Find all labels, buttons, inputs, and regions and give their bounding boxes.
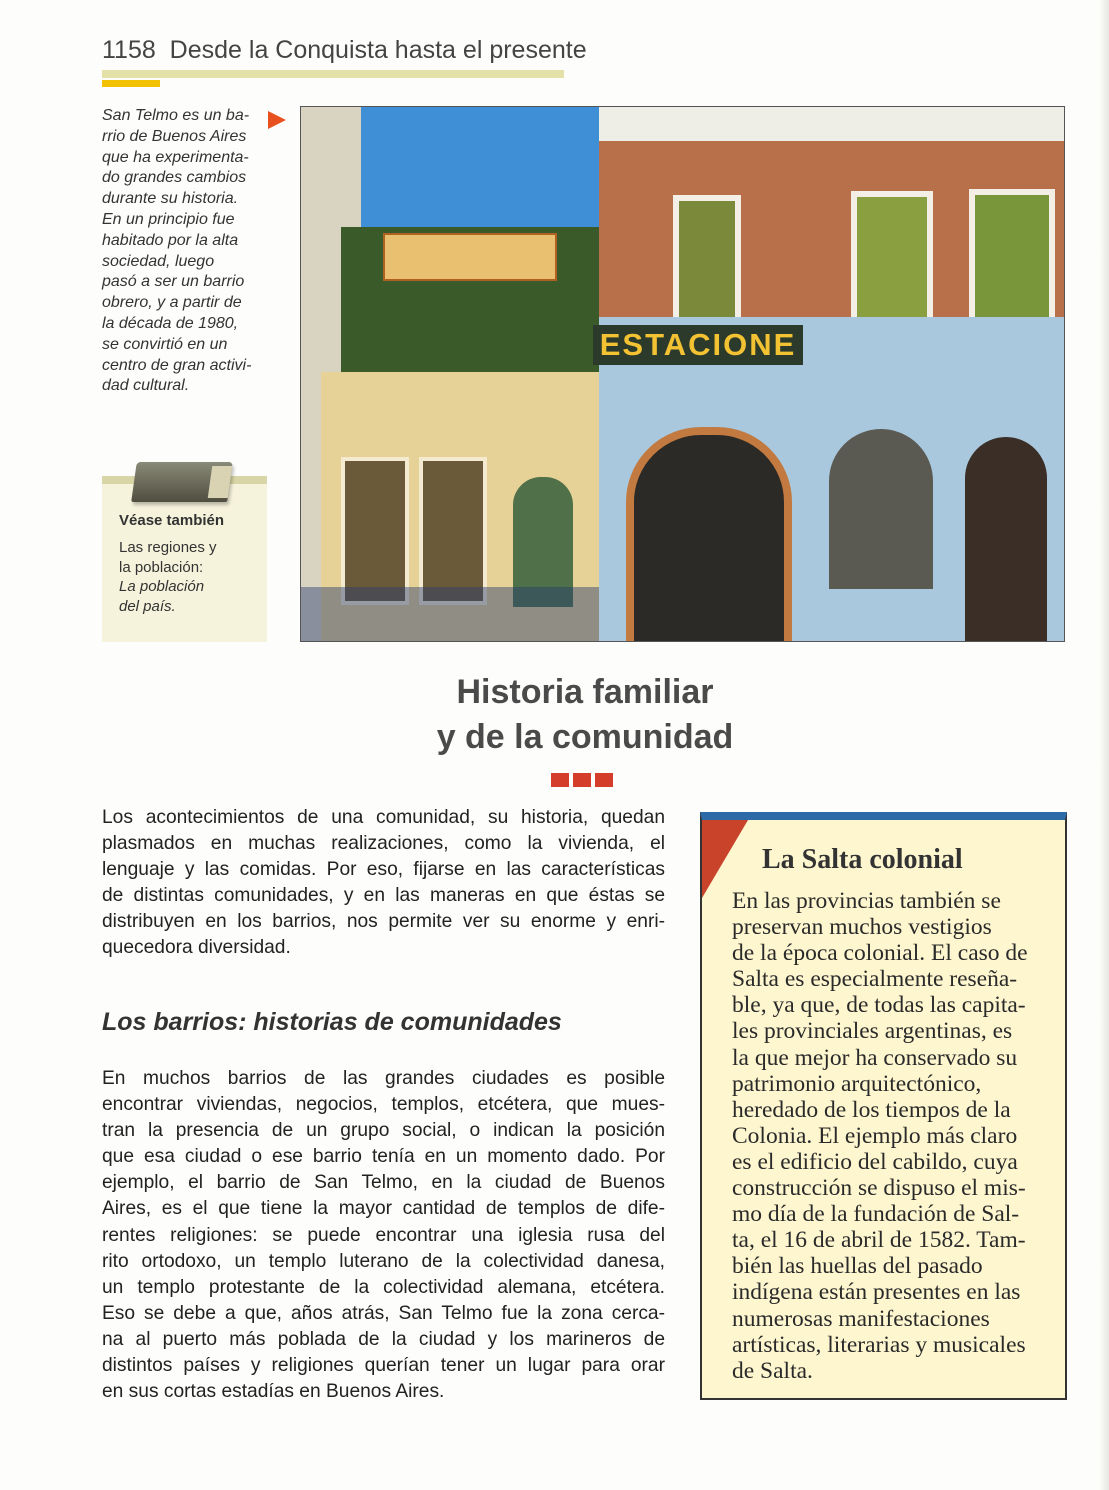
text-line: indígena están presentes en las: [732, 1279, 1021, 1306]
see-also-reference: [119, 538, 217, 616]
text-line: pasó a ser un barrio: [102, 273, 245, 291]
text-line: les provinciales argentinas, es: [732, 1018, 1013, 1045]
sidebar-text: [732, 888, 1045, 1384]
see-also-heading: Véase también: [119, 512, 225, 529]
text-line: obrero, y a partir de: [102, 294, 242, 312]
sidebar-title: La Salta colonial: [762, 844, 963, 875]
text-line: patrimonio arquitectónico,: [732, 1070, 982, 1097]
shadow: [301, 587, 601, 642]
text-line: Los acontecimientos de una comunidad, su historia, quedan: [102, 807, 665, 828]
text-line: se convirtió en un: [102, 335, 228, 353]
text-line: En muchos barrios de las grandes ciudades es posible: [102, 1068, 665, 1089]
see-also-link[interactable]: La población: [119, 578, 205, 595]
see-also-link[interactable]: del país.: [119, 597, 176, 615]
text-line: rito ortodoxo, un templo luterano de la colectividad danesa,: [102, 1250, 665, 1272]
text-line: Eso se debe a que, años atrás, San Telmo fue la zona cerca-: [102, 1302, 665, 1324]
text-line: dad cultural.: [102, 377, 190, 395]
text-line: ble, ya que, de todas las capita-: [732, 992, 1026, 1019]
text-line: Colonia. El ejemplo más claro: [732, 1122, 1018, 1149]
text-line: San Telmo es un ba-: [102, 107, 250, 124]
section-title: Desde la Conquista hasta el presente: [169, 36, 587, 64]
header-rule: [102, 70, 564, 78]
title-line: Historia familiar: [456, 673, 714, 711]
text-line: rentes religiones: se puede encontrar una iglesia rusa del: [102, 1224, 665, 1246]
green-shutter: [969, 189, 1055, 331]
text-line: durante su historia.: [102, 190, 239, 208]
text-line: numerosas manifestaciones: [732, 1305, 990, 1332]
text-line: artísticas, literarias y musicales: [732, 1331, 1026, 1358]
green-shutter: [673, 195, 741, 327]
sidebar-box: [700, 812, 1067, 1400]
arrow-right-icon: [268, 111, 286, 129]
text-line: un templo protestante de la colectividad alemana, etcétera.: [102, 1276, 665, 1298]
running-header: [102, 36, 587, 65]
text-line: en sus cortas estadías en Buenos Aires.: [102, 1381, 445, 1403]
text-line: heredado de los tiempos de la: [732, 1096, 1011, 1123]
intro-paragraph: [102, 805, 665, 962]
text-line: En las provincias también se: [732, 888, 1001, 914]
text-line: En un principio fue: [102, 210, 235, 228]
arched-door: [965, 437, 1047, 642]
section-heading: Los barrios: historias de comunidades: [102, 1008, 562, 1036]
text-line: do grandes cambios: [102, 169, 247, 187]
ornament-square: [595, 773, 613, 787]
text-line: distintos países y religiones querían tener un lugar para orar: [102, 1355, 665, 1377]
text-line: sociedad, luego: [102, 252, 215, 270]
text-line: de distintas comunidades, y en las maneras en que éstas se: [102, 885, 665, 907]
text-line: habitado por la alta: [102, 231, 239, 249]
text-line: que esa ciudad o ese barrio tenía en un momento dado. Por: [102, 1146, 665, 1168]
text-line: distribuyen en los barrios, nos permite ver su enorme y enri-: [102, 911, 665, 933]
arched-door: [829, 429, 933, 589]
ornament-square: [551, 773, 569, 787]
page-edge-shadow: [1099, 0, 1109, 1490]
text-line: construcción se dispuso el mis-: [732, 1175, 1026, 1202]
text-line: centro de gran activi-: [102, 356, 252, 374]
text-line: bién las huellas del pasado: [732, 1253, 983, 1280]
text-line: plasmados en muchas realizaciones, como la vivienda, el: [102, 833, 665, 855]
ornament-square: [573, 773, 591, 787]
shop-sign: [383, 233, 557, 281]
title-ornament: [551, 773, 613, 787]
title-line: y de la comunidad: [436, 718, 734, 756]
text-line: la década de 1980,: [102, 314, 239, 332]
garage-arch: [626, 427, 792, 642]
text-line: lenguaje y las comidas. Por eso, fijarse en las características: [102, 859, 665, 881]
window: [419, 457, 487, 605]
photo-caption: [102, 106, 277, 397]
body-paragraph: [102, 1066, 665, 1405]
text-line: Salta es especialmente reseña-: [732, 966, 1018, 993]
see-also-line: Las regiones y: [119, 539, 217, 556]
san-telmo-photo: [300, 106, 1065, 642]
header-rule-accent: [102, 80, 160, 87]
text-line: encontrar viviendas, negocios, templos, etcétera, que mues-: [102, 1094, 665, 1116]
see-also-line: la población:: [119, 558, 204, 576]
text-line: preservan muchos vestigios: [732, 914, 992, 941]
book-icon: [131, 462, 233, 502]
text-line: Aires, es el que tiene la mayor cantidad de templos de dife-: [102, 1198, 665, 1220]
text-line: de la época colonial. El caso de: [732, 940, 1028, 967]
page-number: 1158: [102, 36, 156, 64]
text-line: rrio de Buenos Aires: [102, 127, 247, 145]
text-line: mo día de la fundación de Sal-: [732, 1201, 1020, 1228]
text-line: quecedora diversidad.: [102, 937, 291, 959]
estacionamiento-sign: ESTACIONE: [593, 325, 803, 365]
text-line: ta, el 16 de abril de 1582. Tam-: [732, 1227, 1026, 1254]
text-line: la que mejor ha conservado su: [732, 1044, 1018, 1071]
cornice: [599, 107, 1065, 141]
text-line: es el edificio del cabildo, cuya: [732, 1148, 1018, 1175]
text-line: tran la presencia de un grupo social, o indican la posición: [102, 1120, 665, 1142]
page-title: [300, 670, 870, 760]
text-line: que ha experimenta-: [102, 148, 249, 166]
text-line: ejemplo, el barrio de San Telmo, en la ciudad de Buenos: [102, 1172, 665, 1194]
window: [341, 457, 409, 605]
text-line: de Salta.: [732, 1357, 813, 1384]
corner-triangle: [702, 820, 748, 898]
see-also-box: [102, 476, 267, 642]
text-line: na al puerto más poblada de la ciudad y los marineros de: [102, 1328, 665, 1350]
